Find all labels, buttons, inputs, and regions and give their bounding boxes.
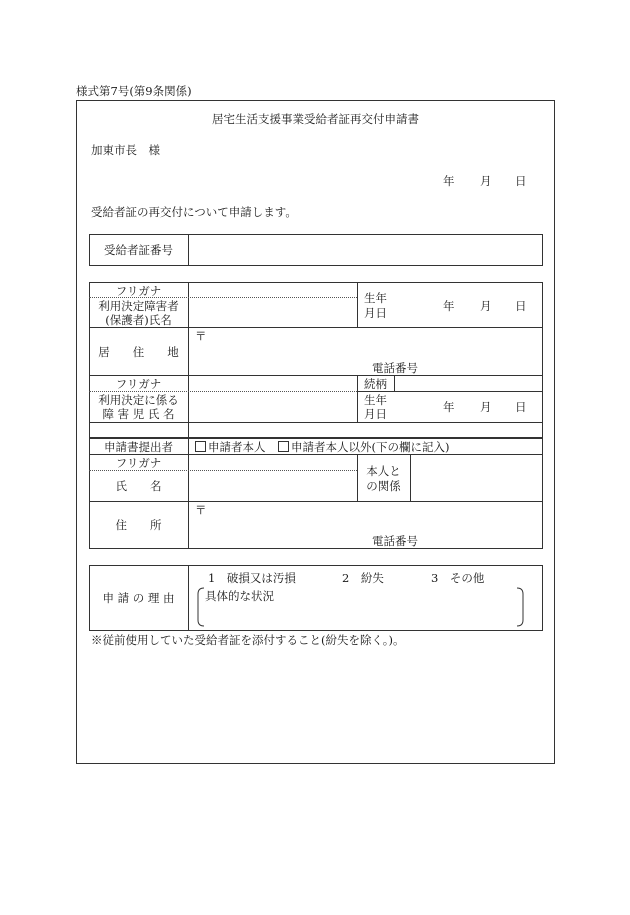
- addressee: 加東市長 様: [91, 143, 160, 157]
- child-name-label-1: 利用決定に係る: [98, 393, 179, 407]
- submitter-option-other[interactable]: 申請者本人以外(下の欄に記入): [278, 440, 449, 454]
- child-relation-field[interactable]: [396, 377, 541, 389]
- applicant-birth-label-1: 生年: [364, 291, 387, 305]
- certificate-number-field[interactable]: [190, 236, 540, 264]
- applicant-furigana-field[interactable]: [190, 284, 355, 296]
- submitter-relation-label-1: 本人と: [366, 464, 401, 478]
- child-birth-year: 年: [443, 400, 455, 414]
- submitter-address-field[interactable]: [206, 503, 536, 533]
- child-birth-month: 月: [480, 400, 492, 414]
- applicant-birth-year: 年: [443, 299, 455, 313]
- applicant-furigana-label: フリガナ: [115, 284, 162, 298]
- submitter-relation-label-2: の関係: [366, 479, 401, 493]
- reason-detail-field[interactable]: [205, 604, 520, 626]
- submitter-postal-mark: 〒: [195, 503, 207, 517]
- intro-text: 受給者証の再交付について申請します。: [91, 205, 297, 219]
- reason-option-1[interactable]: 1 破損又は汚損: [208, 571, 296, 585]
- date-day: 日: [515, 174, 527, 188]
- form-title: 居宅生活支援事業受給者証再交付申請書: [212, 112, 419, 126]
- child-birth-label-2: 月日: [364, 407, 387, 421]
- date-year: 年: [443, 174, 455, 188]
- applicant-birth-label-2: 月日: [364, 306, 387, 320]
- submitter-furigana-label: フリガナ: [115, 456, 162, 470]
- applicant-birth-month: 月: [480, 299, 492, 313]
- reason-label: 申 請 の 理 由: [102, 591, 175, 605]
- submitter-phone-label: 電話番号: [372, 534, 418, 548]
- applicant-birth-day: 日: [515, 299, 527, 313]
- checkbox-self[interactable]: [195, 441, 206, 452]
- child-birth-day: 日: [515, 400, 527, 414]
- applicant-name-field[interactable]: [190, 299, 355, 326]
- date-month: 月: [480, 174, 492, 188]
- submitter-label: 申請書提出者: [104, 440, 173, 454]
- submitter-name-label: 氏 名: [115, 479, 162, 493]
- child-birth-label-1: 生年: [364, 393, 387, 407]
- reason-option-3[interactable]: 3 その他: [431, 571, 485, 585]
- child-relation-label: 続柄: [364, 377, 387, 391]
- submitter-option-self[interactable]: 申請者本人: [195, 440, 266, 454]
- applicant-postal-mark: 〒: [195, 329, 207, 343]
- submitter-relation-field[interactable]: [412, 456, 541, 499]
- submitter-name-field[interactable]: [190, 472, 355, 499]
- reason-option-2[interactable]: 2 紛失: [342, 571, 384, 585]
- applicant-address-label: 居 住 地: [98, 345, 179, 359]
- child-name-field[interactable]: [190, 393, 355, 420]
- applicant-address-field[interactable]: [206, 329, 536, 359]
- child-name-label-2: 障 害 児 氏 名: [102, 407, 175, 421]
- child-furigana-field[interactable]: [190, 377, 355, 389]
- checkbox-other[interactable]: [278, 441, 289, 452]
- attachment-note: ※従前使用していた受給者証を添付すること(紛失を除く。)。: [91, 633, 405, 647]
- form-number: 様式第7号(第9条関係): [76, 84, 192, 98]
- applicant-name-label-2: (保護者)氏名: [105, 313, 172, 327]
- child-furigana-label: フリガナ: [115, 377, 162, 391]
- applicant-phone-label: 電話番号: [372, 361, 418, 375]
- reason-detail-label: 具体的な状況: [205, 589, 274, 603]
- submitter-furigana-field[interactable]: [190, 456, 355, 468]
- submitter-address-label: 住 所: [115, 518, 162, 532]
- applicant-name-label-1: 利用決定障害者: [98, 299, 179, 313]
- certificate-number-label: 受給者証番号: [104, 243, 173, 257]
